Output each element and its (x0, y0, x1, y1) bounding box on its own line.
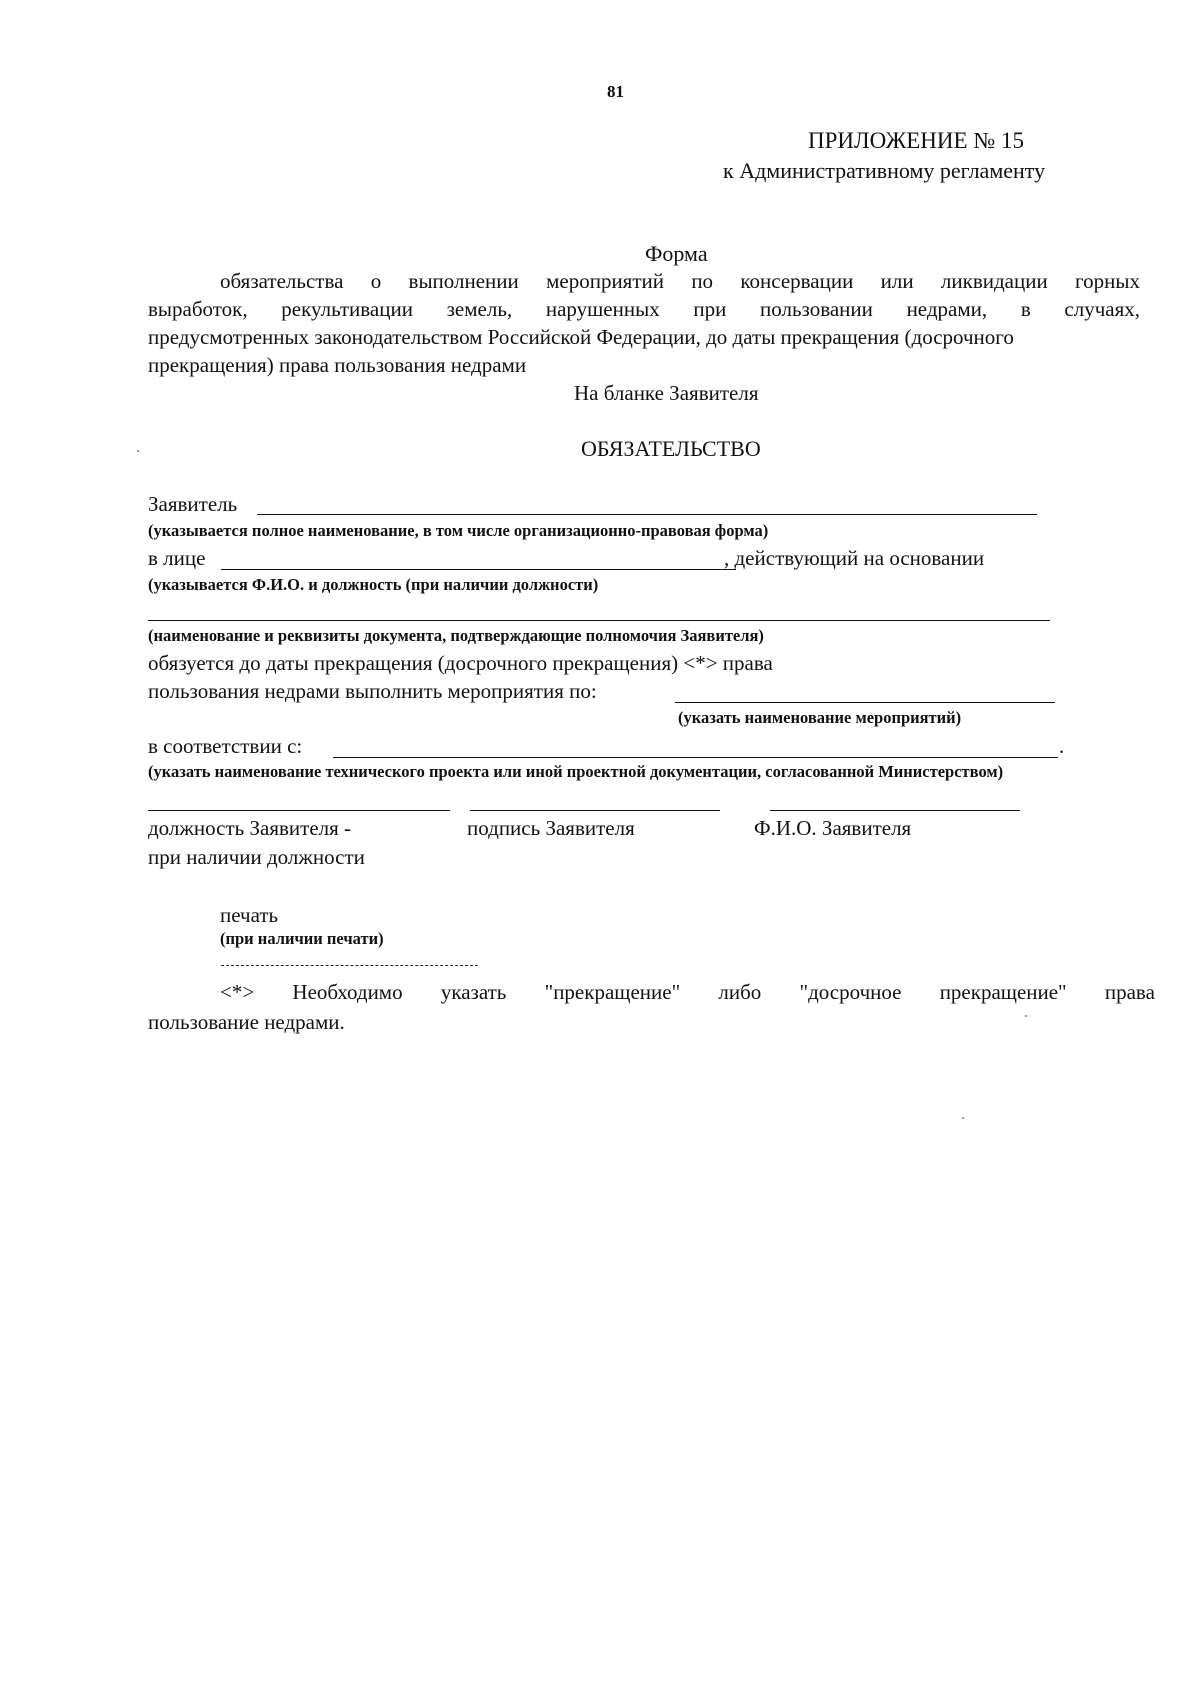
heading-word: или (880, 269, 914, 293)
heading-word: обязательства (220, 269, 344, 293)
heading-word: пользовании (760, 297, 873, 321)
heading-word: случаях, (1064, 297, 1140, 321)
footnote-word: права (1104, 980, 1155, 1004)
position-signature-line[interactable] (148, 810, 450, 811)
position-label-line-1: должность Заявителя - (148, 816, 352, 840)
heading-word: в (1020, 297, 1031, 321)
heading-word: выработок, (148, 297, 248, 321)
heading-word: ликвидации (940, 269, 1048, 293)
basis-hint: (наименование и реквизиты документа, подтверждающие полномочия Заявителя) (148, 626, 764, 645)
heading-word: земель, (446, 297, 513, 321)
footnote-word: либо (718, 980, 762, 1004)
person-hint: (указывается Ф.И.О. и должность (при наличии должности) (148, 575, 599, 594)
name-signature-line[interactable] (770, 810, 1020, 811)
footnote-word: Необходимо (292, 980, 403, 1004)
footnote-word: прекращение" (939, 980, 1067, 1004)
form-label: Форма (645, 241, 708, 266)
signature-line[interactable] (470, 810, 720, 811)
activities-hint: (указать наименование мероприятий) (678, 708, 962, 727)
heading-word: мероприятий (546, 269, 664, 293)
page-number: 81 (607, 82, 624, 101)
heading-word: нарушенных (545, 297, 660, 321)
accordance-label: в соответствии с: (148, 734, 303, 758)
stamp-hint: (при наличии печати) (220, 929, 384, 948)
footnote-line-2: пользование недрами. (148, 1010, 345, 1034)
footnote-line-1 (220, 979, 1155, 1005)
heading-word: по (691, 269, 714, 293)
document-title: ОБЯЗАТЕЛЬСТВО (581, 436, 761, 461)
obligation-line-2: пользования недрами выполнить мероприятия по: (148, 679, 597, 703)
heading-word: при (693, 297, 727, 321)
appendix-title: ПРИЛОЖЕНИЕ № 15 (808, 128, 1025, 153)
heading-word: о (370, 269, 382, 293)
blank-note: На бланке Заявителя (574, 381, 759, 405)
scan-speck (1025, 1015, 1027, 1017)
accordance-end: . (1059, 734, 1065, 758)
heading-word: консервации (740, 269, 854, 293)
stamp-label: печать (220, 903, 279, 927)
person-label: в лице (148, 546, 206, 570)
applicant-hint: (указывается полное наименование, в том числе организационно-правовая форма) (148, 521, 769, 540)
footnote-word: "прекращение" (544, 980, 681, 1004)
form-heading-line-1 (220, 268, 1140, 294)
applicant-fill-line[interactable] (257, 514, 1037, 515)
person-suffix: , действующий на основании (724, 546, 985, 570)
heading-word: недрами, (906, 297, 988, 321)
position-label-line-2: при наличии должности (148, 845, 365, 869)
heading-word: горных (1075, 269, 1140, 293)
basis-fill-line[interactable] (148, 620, 1050, 621)
obligation-line-1: обязуется до даты прекращения (досрочного прекращения) <*> права (148, 651, 773, 675)
form-heading-line-2 (148, 296, 1140, 322)
project-hint: (указать наименование технического проекта или иной проектной документации, согласованной Министерством) (148, 762, 1004, 781)
name-label: Ф.И.О. Заявителя (754, 816, 912, 840)
signature-label: подпись Заявителя (467, 816, 635, 840)
activities-fill-line[interactable] (675, 702, 1055, 703)
form-heading-line-4: прекращения) права пользования недрами (148, 353, 527, 377)
scan-speck (137, 450, 139, 452)
footnote-separator (221, 965, 478, 966)
heading-word: рекультивации (281, 297, 413, 321)
footnote-word: <*> (220, 980, 255, 1004)
person-fill-line[interactable] (221, 569, 736, 570)
appendix-subtitle: к Административному регламенту (723, 158, 1046, 183)
applicant-label: Заявитель (148, 492, 238, 516)
footnote-word: указать (440, 980, 507, 1004)
heading-word: выполнении (408, 269, 519, 293)
form-heading-line-3: предусмотренных законодательством Российской Федерации, до даты прекращения (досрочного (148, 325, 1014, 349)
footnote-word: "досрочное (799, 980, 902, 1004)
scan-speck (962, 1117, 964, 1119)
accordance-fill-line[interactable] (333, 757, 1058, 758)
